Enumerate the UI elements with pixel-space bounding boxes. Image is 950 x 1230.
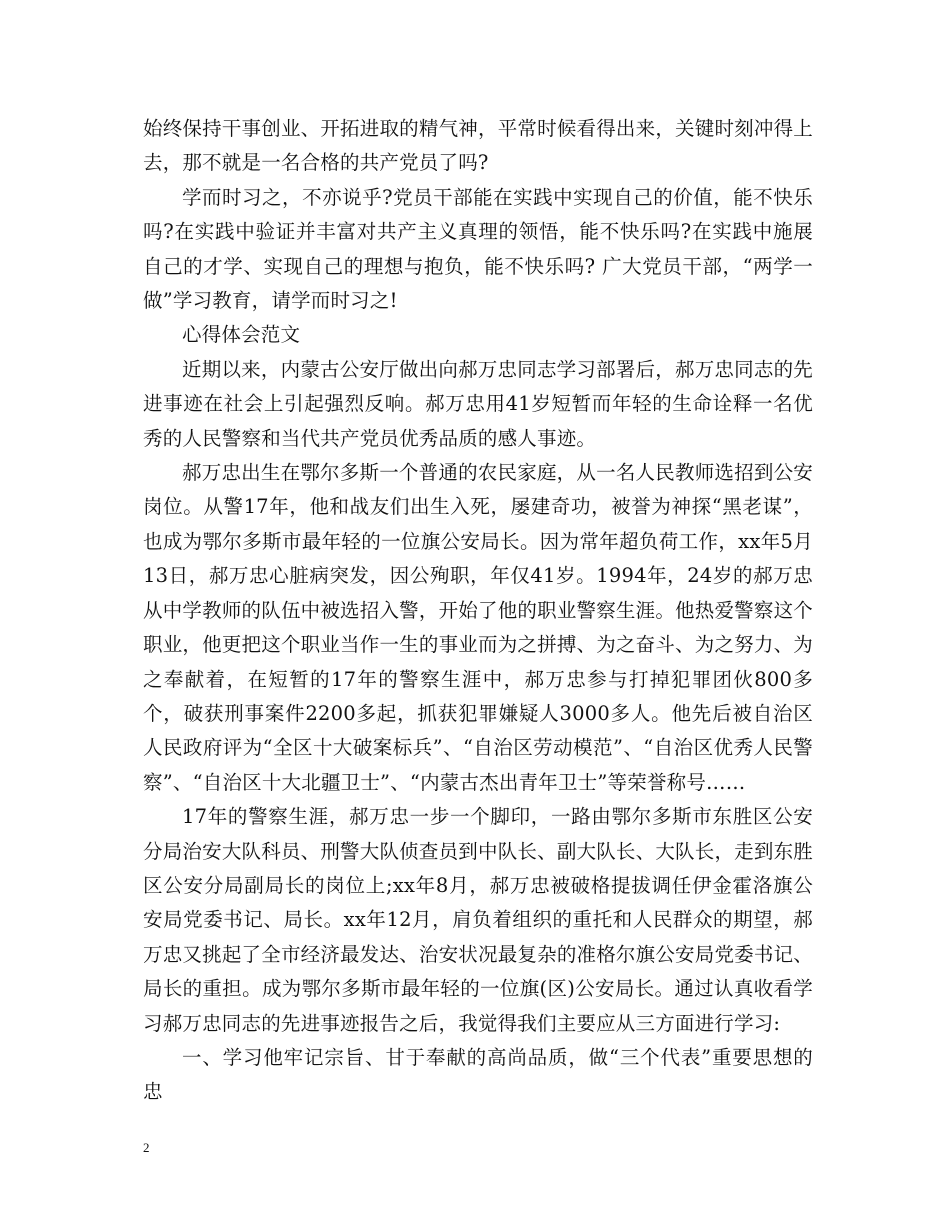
- paragraph-biography: 郝万忠出生在鄂尔多斯一个普通的农民家庭，从一名人民教师选招到公安岗位。从警17年，他和战友们出生入死，屡建奇功，被誉为神探“黑老谋”，也成为鄂尔多斯市最年轻的一位旗公安局长。因为常年超负荷工作，xx年5月13日，郝万忠心脏病突发，因公殉职，年仅41岁。1994年，24岁的郝万忠从中学教师的队伍中被选招入警，开始了他的职业警察生涯。他热爱警察这个职业，他更把这个职业当作一生的事业而为之拼搏、为之奋斗、为之努力、为之奉献着，在短暂的17年的警察生涯中，郝万忠参与打掉犯罪团伙800多个，破获刑事案件2200多起，抓获犯罪嫌疑人3000多人。他先后被自治区人民政府评为“全区十大破案标兵”、“自治区劳动模范”、“自治区优秀人民警察”、“自治区十大北疆卫士”、“内蒙古杰出青年卫士”等荣誉称号……: [143, 461, 813, 794]
- paragraph-continuation: 始终保持干事创业、开拓进取的精气神，平常时候看得出来，关键时刻冲得上去，那不就是一名合格的共产党员了吗?: [143, 117, 813, 175]
- document-body: [143, 112, 813, 1110]
- paragraph-point-one: 一、学习他牢记宗旨、甘于奉献的高尚品质，做“三个代表”重要思想的忠: [143, 1045, 813, 1104]
- section-heading: 心得体会范文: [182, 323, 301, 347]
- paragraph-career: 17年的警察生涯，郝万忠一步一个脚印，一路由鄂尔多斯市东胜区公安分局治安大队科员、刑警大队侦查员到中队长、副大队长、大队长，走到东胜区公安分局副局长的岗位上;xx年8月，郝万忠被破格提拔调任伊金霍洛旗公安局党委书记、局长。xx年12月，肩负着组织的重托和人民群众的期望，郝万忠又挑起了全市经济最发达、治安状况最复杂的准格尔旗公安局党委书记、局长的重担。成为鄂尔多斯市最年轻的一位旗(区)公安局长。通过认真收看学习郝万忠同志的先进事迹报告之后，我觉得我们主要应从三方面进行学习:: [143, 805, 813, 1035]
- page-number: 2: [143, 1140, 150, 1155]
- paragraph-intro: 近期以来，内蒙古公安厅做出向郝万忠同志学习部署后，郝万忠同志的先进事迹在社会上引起强烈反响。郝万忠用41岁短暂而年轻的生命诠释一名优秀的人民警察和当代共产党员优秀品质的感人事迹。: [143, 357, 813, 450]
- paragraph-study-and-practice: 学而时习之，不亦说乎?党员干部能在实践中实现自己的价值，能不快乐吗?在实践中验证并丰富对共产主义真理的领悟，能不快乐吗?在实践中施展自己的才学、实现自己的理想与抱负，能不快乐吗? 广大党员干部，“两学一做”学习教育，请学而时习之!: [143, 185, 813, 313]
